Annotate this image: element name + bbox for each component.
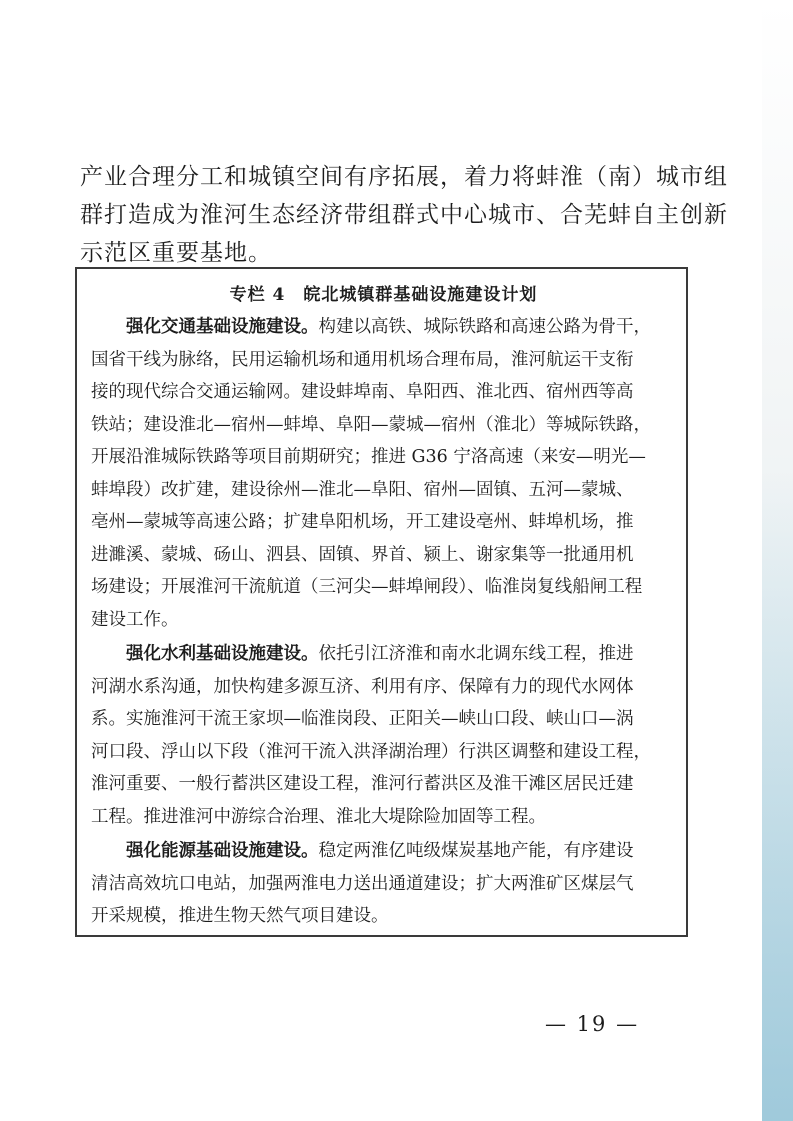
intro-line: 示范区重要基地。	[80, 240, 272, 266]
transport-paragraph	[91, 311, 674, 636]
paragraph-text: 依托引江济淮和南水北调东线工程，推进	[318, 644, 634, 664]
edge-stripe	[762, 470, 793, 1121]
paragraph-line: 蚌埠段）改扩建，建设徐州—淮北—阜阳、宿州—固镇、五河—蒙城、	[91, 479, 634, 500]
paragraph-line: 工程。推进淮河中游综合治理、淮北大堤除险加固等工程。	[91, 806, 546, 827]
paragraph-lead: 强化能源基础设施建设。	[126, 841, 319, 861]
paragraph-line: 铁站；建设淮北—宿州—蚌埠、阜阳—蒙城—宿州（淮北）等城际铁路，	[91, 414, 651, 435]
paragraph-line: 河湖水系沟通，加快构建多源互济、利用有序、保障有力的现代水网体	[91, 676, 634, 697]
intro-line: 产业合理分工和城镇空间有序拓展，着力将蚌淮（南）城市组	[80, 164, 728, 190]
paragraph-line: 建设工作。	[91, 609, 179, 630]
intro-paragraph	[80, 158, 728, 272]
paragraph-line: 开展沿淮城际铁路等项目前期研究；推进 G36 宁洛高速（来安—明光—	[91, 447, 646, 467]
page-edge-shadow	[762, 0, 793, 1121]
paragraph-line: 清洁高效坑口电站，加强两淮电力送出通道建设；扩大两淮矿区煤层气	[91, 873, 634, 894]
paragraph-text: 构建以高铁、城际铁路和高速公路为骨干，	[318, 317, 651, 337]
paragraph-line: 开采规模，推进生物天然气项目建设。	[91, 906, 389, 926]
paragraph-line: 淮河重要、一般行蓄洪区建设工程，淮河行蓄洪区及淮干滩区居民迁建	[91, 774, 634, 794]
paragraph-text: 稳定两淮亿吨级煤炭基地产能，有序建设	[318, 841, 634, 861]
paragraph-line: 系。实施淮河干流王家坝—临淮岗段、正阳关—峡山口段、峡山口—涡	[91, 709, 634, 729]
paragraph-line: 亳州—蒙城等高速公路；扩建阜阳机场，开工建设亳州、蚌埠机场，推	[91, 512, 634, 532]
paragraph-lead: 强化交通基础设施建设。	[126, 317, 319, 337]
paragraph-line: 河口段、浮山以下段（淮河干流入洪泽湖治理）行洪区调整和建设工程，	[91, 741, 651, 762]
paragraph-line: 场建设；开展淮河干流航道（三河尖—蚌埠闸段）、临淮岗复线船闸工程	[91, 577, 643, 597]
special-column-box	[75, 267, 688, 937]
intro-line: 群打造成为淮河生态经济带组群式中心城市、合芜蚌自主创新	[80, 202, 728, 228]
paragraph-lead: 强化水利基础设施建设。	[126, 644, 319, 664]
paragraph-line: 接的现代综合交通运输网。建设蚌埠南、阜阳西、淮北西、宿州西等高	[91, 382, 634, 402]
box-title: 专栏 4 皖北城镇群基础设施建设计划	[229, 285, 538, 305]
box-body	[91, 311, 674, 935]
page-number: — 19 —	[545, 1012, 640, 1036]
paragraph-line: 国省干线为脉络，民用运输机场和通用机场合理布局，淮河航运干支衔	[91, 349, 634, 370]
energy-paragraph	[91, 835, 674, 933]
water-paragraph	[91, 638, 674, 833]
paragraph-line: 进濉溪、蒙城、砀山、泗县、固镇、界首、颍上、谢家集等一批通用机	[91, 544, 634, 565]
